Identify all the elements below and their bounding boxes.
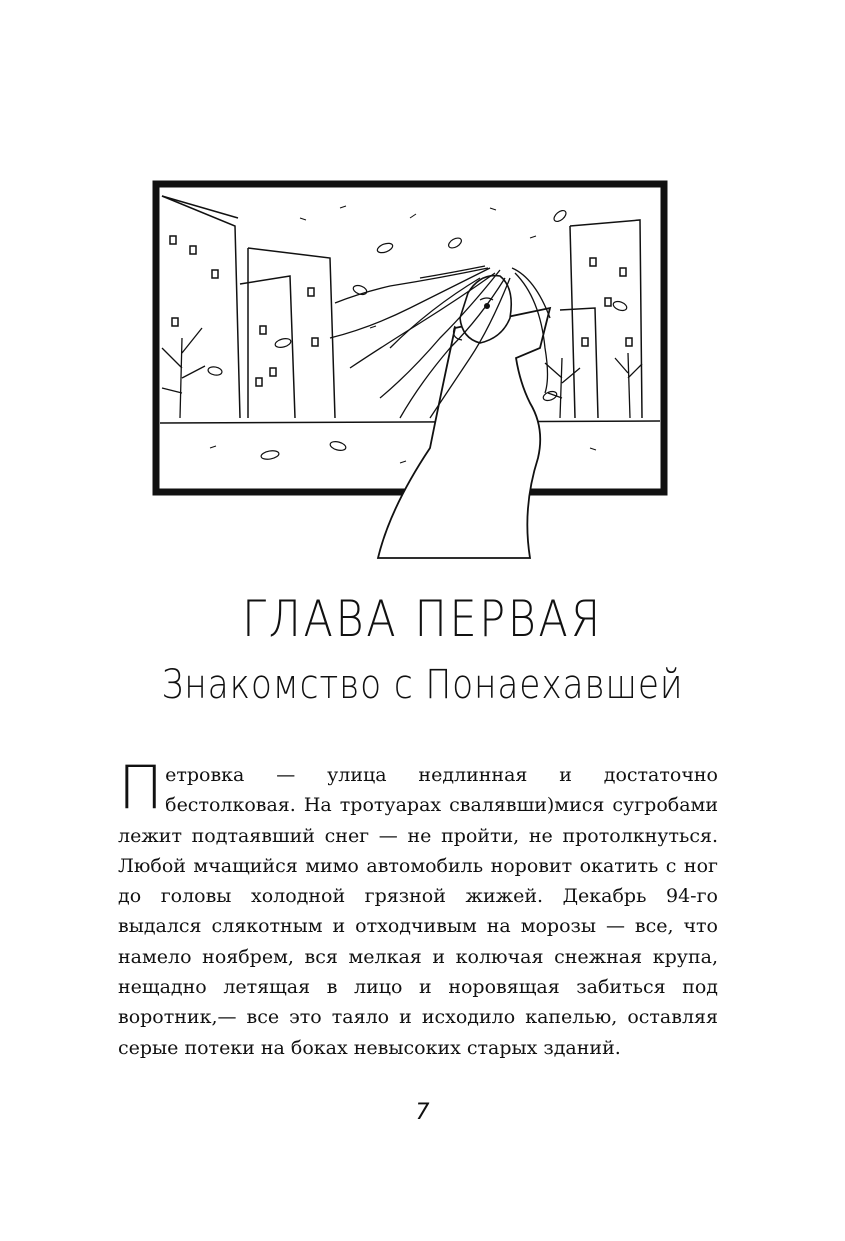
chapter-subtitle: Знакомство с Понаехавшей — [161, 662, 684, 708]
chapter-illustration — [150, 178, 670, 568]
bare-trees — [162, 328, 642, 418]
woman-in-wind-drawing — [150, 178, 670, 568]
drop-cap: П — [118, 753, 164, 823]
page-number: 7 — [415, 1100, 430, 1125]
paragraph-text: етровка — улица недлинная и достаточно бестолковая. На тротуарах свалявши)мися сугробами лежит подтаявший снег — не пройти, не протолкнуться. Любой мчащийся мимо автомобиль норовит окатить с ног до головы холодной грязной жижей. Декабрь 94-го выдался слякотным и отходчивым на морозы — все, что намело ноябрем, вся мелкая и колючая снежная крупа, нещадно летящая в лицо и норовящая забиться под воротник,— все это таяло и исходило капелью, оставляя серые потеки на боках невысоких старых зданий. — [118, 764, 718, 1059]
left-buildings — [162, 196, 335, 418]
chapter-title: ГЛАВА ПЕРВАЯ — [242, 590, 603, 648]
woman-body — [378, 308, 550, 558]
chapter-body-paragraph — [118, 753, 718, 1063]
